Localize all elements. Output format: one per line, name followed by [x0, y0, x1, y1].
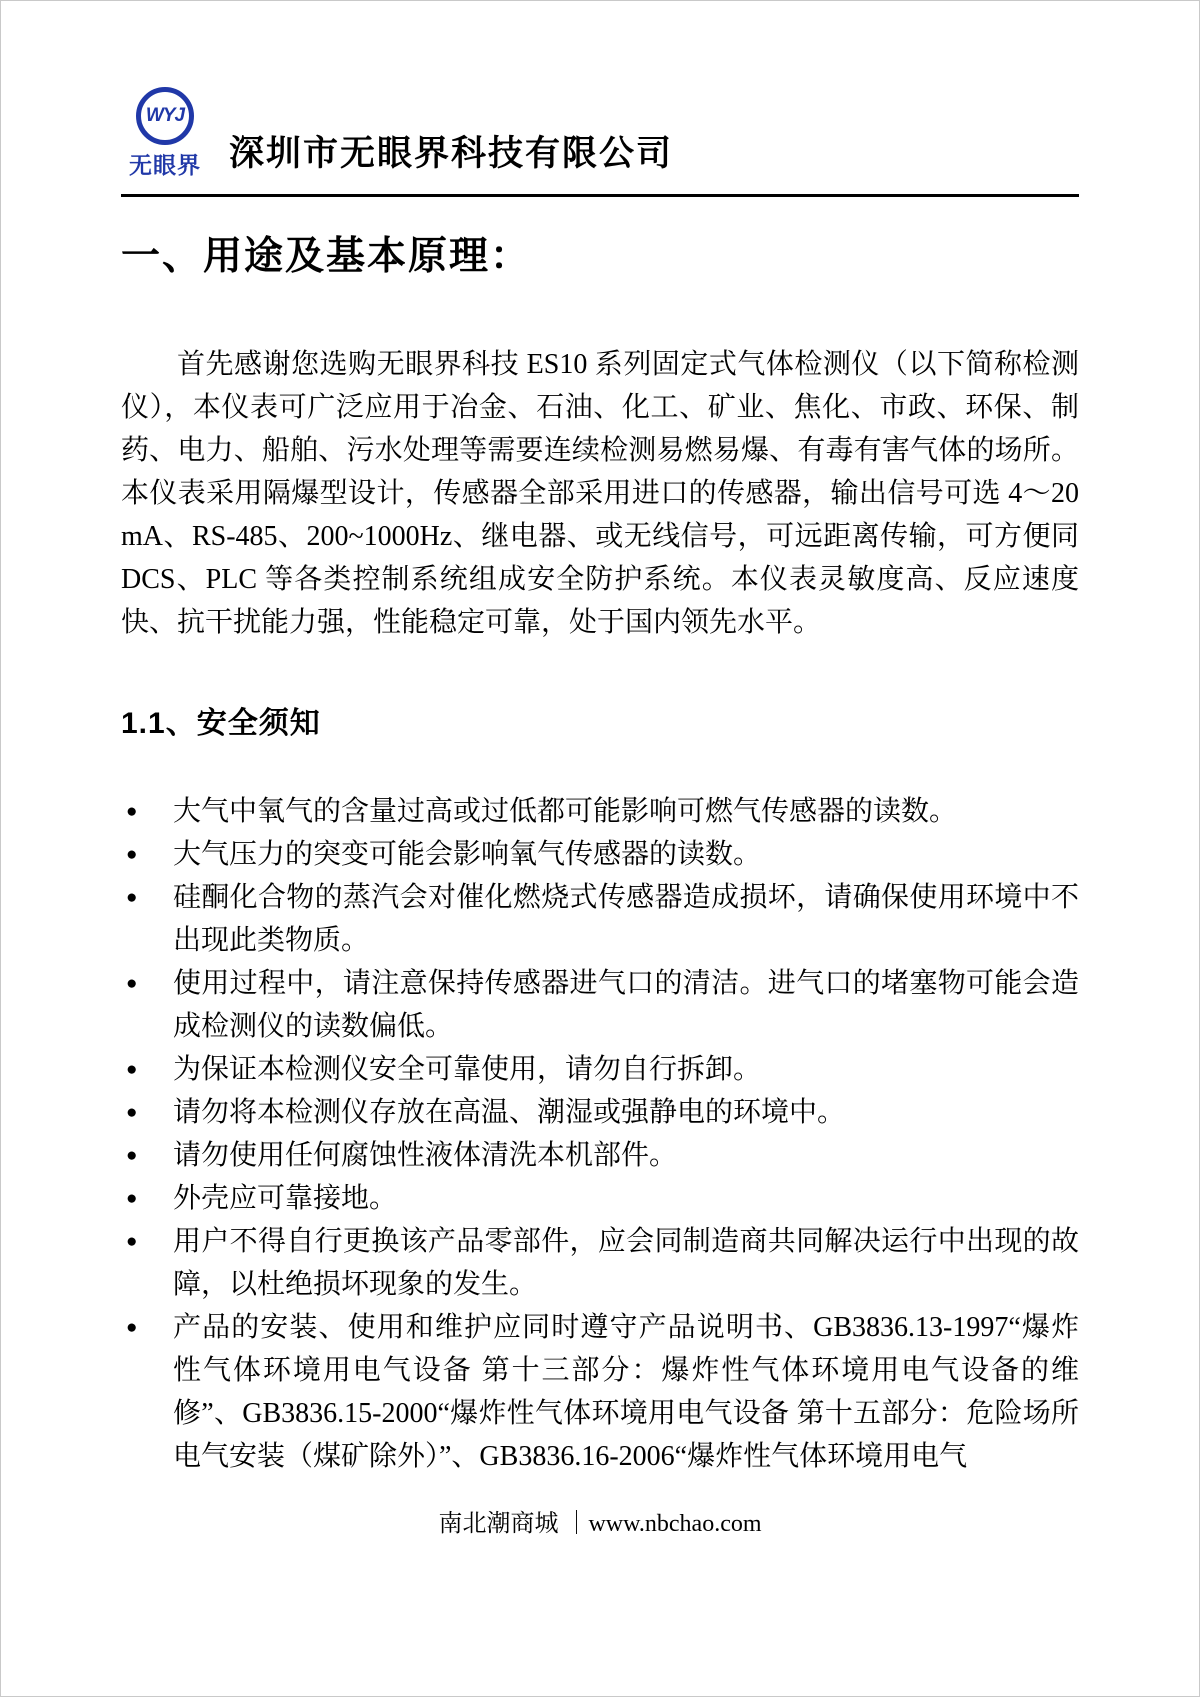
list-item-text: 为保证本检测仪安全可靠使用，请勿自行拆卸。	[173, 1054, 762, 1085]
company-logo	[121, 87, 209, 180]
list-item-text: 用户不得自行更换该产品零部件，应会同制造商共同解决运行中出现的故障，以杜绝损坏现象的发生。	[173, 1226, 1079, 1300]
intro-paragraph: 首先感谢您选购无眼界科技 ES10 系列固定式气体检测仪（以下简称检测仪），本仪表可广泛应用于冶金、石油、化工、矿业、焦化、市政、环保、制药、电力、船舶、污水处理等需要连续检测易燃易爆、有毒有害气体的场所。本仪表采用隔爆型设计，传感器全部采用进口的传感器，输出信号可选 4～20 mA、RS-485、200~1000Hz、继电器、或无线信号，可远距离传输，可方便同 DCS、PLC 等各类控制系统组成安全防护系统。本仪表灵敏度高、反应速度快、抗干扰能力强，性能稳定可靠，处于国内领先水平。	[121, 349, 1079, 638]
bullet-icon: ●	[126, 1145, 138, 1166]
list-item	[121, 1306, 1079, 1478]
list-item-text: 产品的安装、使用和维护应同时遵守产品说明书、GB3836.13-1997“爆炸性气体环境用电气设备 第十三部分：爆炸性气体环境用电气设备的维修”、GB3836.15-2000“爆炸性气体环境用电气设备 第十五部分：危险场所电气安装（煤矿除外）”、GB3836.16-2006“爆炸性气体环境用电气	[173, 1312, 1079, 1472]
bullet-icon: ●	[126, 1102, 138, 1123]
list-item	[121, 876, 1079, 962]
header-divider	[121, 194, 1079, 197]
list-item-text: 使用过程中，请注意保持传感器进气口的清洁。进气口的堵塞物可能会造成检测仪的读数偏低。	[173, 968, 1079, 1042]
logo-monogram-icon	[136, 87, 194, 145]
list-item-text: 大气压力的突变可能会影响氧气传感器的读数。	[173, 839, 762, 870]
logo-monogram-text: WYJ	[145, 105, 185, 126]
list-item-text: 硅酮化合物的蒸汽会对催化燃烧式传感器造成损坏，请确保使用环境中不出现此类物质。	[173, 882, 1079, 956]
page-header	[121, 87, 1079, 180]
bullet-icon: ●	[126, 887, 138, 908]
page-footer: 南北潮商城 ｜www.nbchao.com	[438, 1511, 762, 1537]
bullet-icon: ●	[126, 1188, 138, 1209]
list-item-text: 大气中氧气的含量过高或过低都可能影响可燃气传感器的读数。	[173, 796, 958, 827]
bullet-icon: ●	[126, 801, 138, 822]
bullet-icon: ●	[126, 1231, 138, 1252]
bullet-icon: ●	[126, 1059, 138, 1080]
list-item-text: 请勿将本检测仪存放在高温、潮湿或强静电的环境中。	[173, 1097, 846, 1128]
list-item	[121, 1091, 1079, 1134]
subsection-heading: 1.1、安全须知	[121, 707, 321, 740]
list-item-text: 请勿使用任何腐蚀性液体清洗本机部件。	[173, 1140, 678, 1171]
bullet-icon: ●	[126, 844, 138, 865]
list-item	[121, 790, 1079, 833]
list-item	[121, 833, 1079, 876]
logo-wordmark: 无眼界	[129, 152, 201, 178]
list-item	[121, 1134, 1079, 1177]
safety-notes-list	[121, 790, 1079, 1478]
list-item	[121, 1048, 1079, 1091]
list-item	[121, 962, 1079, 1048]
section-heading: 一、用途及基本原理：	[121, 235, 532, 278]
company-name: 深圳市无眼界科技有限公司	[229, 134, 674, 173]
bullet-icon: ●	[126, 1317, 138, 1338]
list-item	[121, 1177, 1079, 1220]
list-item-text: 外壳应可靠接地。	[173, 1183, 398, 1214]
list-item	[121, 1220, 1079, 1306]
bullet-icon: ●	[126, 973, 138, 994]
